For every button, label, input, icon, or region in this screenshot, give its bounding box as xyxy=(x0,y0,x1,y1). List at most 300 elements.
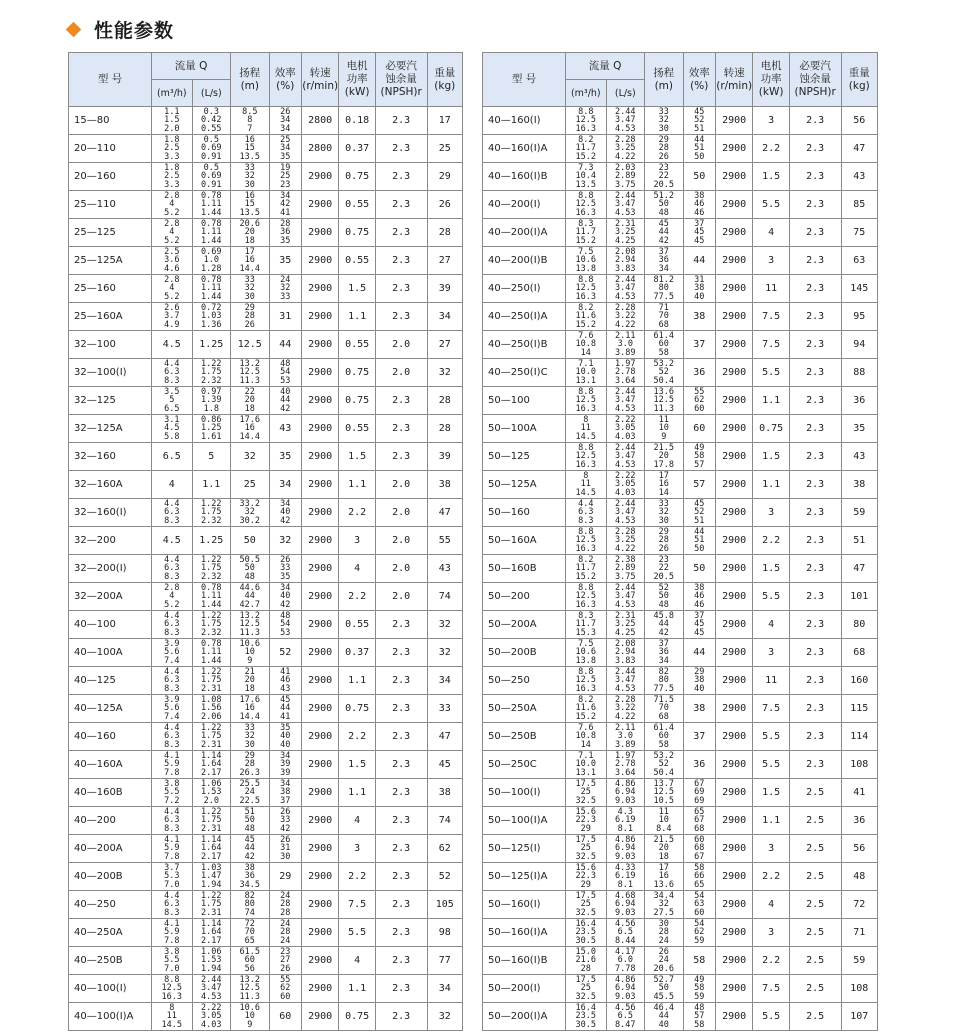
model-cell: 32—160A xyxy=(69,471,152,499)
flow-m3h-cell: 8 11 14.5 xyxy=(566,415,607,443)
npsh-cell: 2.3 xyxy=(789,219,841,247)
weight-cell: 41 xyxy=(841,779,878,807)
efficiency-cell: 48 54 53 xyxy=(269,359,301,387)
power-cell: 2.2 xyxy=(339,583,375,611)
col-efficiency: 效率 (%) xyxy=(683,53,715,107)
flow-ls-cell: 0.86 1.25 1.61 xyxy=(192,415,231,443)
flow-ls-cell: 2.44 3.47 4.53 xyxy=(606,667,645,695)
flow-m3h-cell: 4.4 6.3 8.3 xyxy=(152,611,193,639)
col-weight: 重量 (kg) xyxy=(427,53,463,107)
flow-ls-cell: 1.22 1.75 2.31 xyxy=(192,891,231,919)
power-cell: 11 xyxy=(753,667,789,695)
model-cell: 50—160(I)A xyxy=(483,919,566,947)
speed-cell: 2900 xyxy=(301,163,338,191)
model-cell: 40—250(I) xyxy=(483,275,566,303)
performance-table-right xyxy=(482,52,878,1031)
npsh-cell: 2.5 xyxy=(789,1003,841,1031)
npsh-cell: 2.3 xyxy=(789,555,841,583)
speed-cell: 2900 xyxy=(301,863,338,891)
flow-m3h-cell: 3.5 5 6.5 xyxy=(152,387,193,415)
table-row xyxy=(483,219,878,247)
flow-ls-cell: 1.22 1.75 2.32 xyxy=(192,555,231,583)
speed-cell: 2900 xyxy=(715,387,752,415)
flow-m3h-cell: 8 11 14.5 xyxy=(152,1003,193,1031)
head-cell: 10.6 10 9 xyxy=(231,1003,269,1031)
flow-m3h-cell: 8.3 11.7 15.2 xyxy=(566,219,607,247)
npsh-cell: 2.3 xyxy=(789,723,841,751)
speed-cell: 2900 xyxy=(715,975,752,1003)
head-cell: 21 20 18 xyxy=(231,667,269,695)
speed-cell: 2900 xyxy=(301,751,338,779)
head-cell: 12.5 xyxy=(231,331,269,359)
flow-m3h-cell: 8.8 12.5 16.3 xyxy=(566,191,607,219)
head-cell: 33.2 32 30.2 xyxy=(231,499,269,527)
npsh-cell: 2.3 xyxy=(375,387,427,415)
table-row xyxy=(69,499,463,527)
power-cell: 1.1 xyxy=(339,667,375,695)
head-cell: 45.8 44 42 xyxy=(645,611,683,639)
flow-ls-cell: 1.14 1.64 2.17 xyxy=(192,751,231,779)
efficiency-cell: 19 25 23 xyxy=(269,163,301,191)
weight-cell: 75 xyxy=(841,219,878,247)
speed-cell: 2900 xyxy=(301,639,338,667)
efficiency-cell: 67 69 69 xyxy=(683,779,715,807)
flow-m3h-cell: 8.8 12.5 16.3 xyxy=(566,443,607,471)
model-cell: 50—250B xyxy=(483,723,566,751)
table-row xyxy=(483,751,878,779)
flow-m3h-cell: 15.6 22.3 29 xyxy=(566,863,607,891)
flow-ls-cell: 1.25 xyxy=(192,331,231,359)
model-cell: 40—100(I)A xyxy=(69,1003,152,1031)
flow-ls-cell: 2.03 2.89 3.75 xyxy=(606,163,645,191)
npsh-cell: 2.5 xyxy=(789,779,841,807)
weight-cell: 56 xyxy=(841,107,878,135)
efficiency-cell: 23 27 26 xyxy=(269,947,301,975)
power-cell: 2.2 xyxy=(339,499,375,527)
model-cell: 50—125(I)A xyxy=(483,863,566,891)
table-row xyxy=(69,471,463,499)
npsh-cell: 2.3 xyxy=(789,135,841,163)
power-cell: 3 xyxy=(753,639,789,667)
col-weight: 重量 (kg) xyxy=(841,53,878,107)
weight-cell: 38 xyxy=(427,779,463,807)
flow-ls-cell: 4.86 6.94 9.03 xyxy=(606,779,645,807)
weight-cell: 74 xyxy=(427,583,463,611)
head-cell: 33 32 30 xyxy=(231,723,269,751)
efficiency-cell: 44 51 50 xyxy=(683,527,715,555)
flow-ls-cell: 4.56 6.5 8.47 xyxy=(606,1003,645,1031)
power-cell: 1.1 xyxy=(753,471,789,499)
speed-cell: 2900 xyxy=(715,471,752,499)
model-cell: 32—200A xyxy=(69,583,152,611)
table-row xyxy=(69,247,463,275)
efficiency-cell: 31 38 40 xyxy=(683,275,715,303)
power-cell: 2.2 xyxy=(753,863,789,891)
head-cell: 33 32 30 xyxy=(231,163,269,191)
efficiency-cell: 34 42 41 xyxy=(269,191,301,219)
flow-ls-cell: 2.08 2.94 3.83 xyxy=(606,247,645,275)
flow-m3h-cell: 4.4 6.3 8.3 xyxy=(152,723,193,751)
flow-m3h-cell: 3.9 5.6 7.4 xyxy=(152,639,193,667)
speed-cell: 2900 xyxy=(301,555,338,583)
model-cell: 50—200 xyxy=(483,583,566,611)
power-cell: 3 xyxy=(753,499,789,527)
npsh-cell: 2.3 xyxy=(375,779,427,807)
flow-m3h-cell: 1.1 1.5 2.0 xyxy=(152,107,193,135)
power-cell: 0.75 xyxy=(339,695,375,723)
speed-cell: 2900 xyxy=(715,527,752,555)
col-flow-m3h: (m³/h) xyxy=(566,80,607,107)
model-cell: 50—125A xyxy=(483,471,566,499)
flow-ls-cell: 1.22 1.75 2.31 xyxy=(192,723,231,751)
power-cell: 7.5 xyxy=(753,695,789,723)
flow-m3h-cell: 2.8 4 5.2 xyxy=(152,275,193,303)
speed-cell: 2900 xyxy=(301,331,338,359)
npsh-cell: 2.0 xyxy=(375,527,427,555)
model-cell: 40—160(I) xyxy=(483,107,566,135)
power-cell: 4 xyxy=(339,807,375,835)
head-cell: 13.2 12.5 11.3 xyxy=(231,611,269,639)
efficiency-cell: 24 32 33 xyxy=(269,275,301,303)
efficiency-cell: 49 58 59 xyxy=(683,975,715,1003)
model-cell: 25—125 xyxy=(69,219,152,247)
weight-cell: 43 xyxy=(427,555,463,583)
flow-ls-cell: 4.68 6.94 9.03 xyxy=(606,891,645,919)
npsh-cell: 2.3 xyxy=(375,863,427,891)
npsh-cell: 2.5 xyxy=(789,947,841,975)
power-cell: 1.1 xyxy=(339,303,375,331)
model-cell: 40—200(I)A xyxy=(483,219,566,247)
flow-m3h-cell: 4.4 6.3 8.3 xyxy=(152,667,193,695)
flow-m3h-cell: 2.8 4 5.2 xyxy=(152,583,193,611)
model-cell: 32—100 xyxy=(69,331,152,359)
flow-m3h-cell: 4.4 6.3 8.3 xyxy=(152,555,193,583)
speed-cell: 2900 xyxy=(715,107,752,135)
table-row xyxy=(483,947,878,975)
weight-cell: 32 xyxy=(427,639,463,667)
speed-cell: 2900 xyxy=(301,275,338,303)
weight-cell: 95 xyxy=(841,303,878,331)
flow-m3h-cell: 4.4 6.3 8.3 xyxy=(566,499,607,527)
model-cell: 32—200(I) xyxy=(69,555,152,583)
head-cell: 32 xyxy=(231,443,269,471)
flow-ls-cell: 4.33 6.19 8.1 xyxy=(606,863,645,891)
col-flow-ls: (L/s) xyxy=(606,80,645,107)
power-cell: 0.37 xyxy=(339,135,375,163)
npsh-cell: 2.3 xyxy=(375,1003,427,1031)
efficiency-cell: 44 xyxy=(269,331,301,359)
speed-cell: 2900 xyxy=(301,527,338,555)
speed-cell: 2900 xyxy=(715,611,752,639)
npsh-cell: 2.5 xyxy=(789,919,841,947)
speed-cell: 2900 xyxy=(301,723,338,751)
flow-ls-cell: 0.3 0.42 0.55 xyxy=(192,107,231,135)
weight-cell: 28 xyxy=(427,387,463,415)
head-cell: 33 32 30 xyxy=(645,499,683,527)
npsh-cell: 2.3 xyxy=(375,163,427,191)
speed-cell: 2900 xyxy=(715,807,752,835)
diamond-bullet-icon xyxy=(66,21,82,37)
table-row xyxy=(69,303,463,331)
flow-ls-cell: 2.44 3.47 4.53 xyxy=(192,975,231,1003)
power-cell: 1.5 xyxy=(753,555,789,583)
head-cell: 61.4 60 58 xyxy=(645,331,683,359)
weight-cell: 36 xyxy=(841,387,878,415)
efficiency-cell: 60 xyxy=(269,1003,301,1031)
head-cell: 71 70 68 xyxy=(645,303,683,331)
model-cell: 40—160(I)A xyxy=(483,135,566,163)
efficiency-cell: 45 52 51 xyxy=(683,107,715,135)
power-cell: 7.5 xyxy=(753,331,789,359)
flow-ls-cell: 5 xyxy=(192,443,231,471)
table-row xyxy=(483,471,878,499)
npsh-cell: 2.0 xyxy=(375,359,427,387)
efficiency-cell: 54 62 59 xyxy=(683,919,715,947)
npsh-cell: 2.3 xyxy=(375,891,427,919)
npsh-cell: 2.0 xyxy=(375,555,427,583)
speed-cell: 2900 xyxy=(715,583,752,611)
model-cell: 40—200A xyxy=(69,835,152,863)
efficiency-cell: 38 xyxy=(683,303,715,331)
flow-ls-cell: 0.78 1.11 1.44 xyxy=(192,583,231,611)
head-cell: 17 16 14 xyxy=(645,471,683,499)
table-row xyxy=(483,835,878,863)
power-cell: 2.2 xyxy=(753,947,789,975)
head-cell: 46.4 44 40 xyxy=(645,1003,683,1031)
speed-cell: 2900 xyxy=(301,611,338,639)
flow-m3h-cell: 7.1 10.0 13.1 xyxy=(566,359,607,387)
head-cell: 61.4 60 58 xyxy=(645,723,683,751)
model-cell: 40—125 xyxy=(69,667,152,695)
table-row xyxy=(69,107,463,135)
speed-cell: 2800 xyxy=(301,135,338,163)
table-row xyxy=(483,331,878,359)
weight-cell: 145 xyxy=(841,275,878,303)
power-cell: 0.55 xyxy=(339,415,375,443)
head-cell: 51.2 50 48 xyxy=(645,191,683,219)
speed-cell: 2900 xyxy=(715,667,752,695)
flow-m3h-cell: 2.8 4 5.2 xyxy=(152,219,193,247)
flow-m3h-cell: 8.8 12.5 16.3 xyxy=(566,667,607,695)
power-cell: 3 xyxy=(753,107,789,135)
flow-m3h-cell: 7.5 10.6 13.8 xyxy=(566,639,607,667)
table-row xyxy=(483,163,878,191)
npsh-cell: 2.3 xyxy=(789,443,841,471)
power-cell: 1.1 xyxy=(339,779,375,807)
npsh-cell: 2.3 xyxy=(375,975,427,1003)
model-cell: 40—100 xyxy=(69,611,152,639)
flow-m3h-cell: 4.1 5.9 7.8 xyxy=(152,835,193,863)
efficiency-cell: 36 xyxy=(683,359,715,387)
flow-m3h-cell: 2.5 3.6 4.6 xyxy=(152,247,193,275)
weight-cell: 38 xyxy=(841,471,878,499)
flow-ls-cell: 2.31 3.25 4.25 xyxy=(606,219,645,247)
npsh-cell: 2.3 xyxy=(789,359,841,387)
power-cell: 0.37 xyxy=(339,639,375,667)
speed-cell: 2900 xyxy=(301,191,338,219)
flow-m3h-cell: 8.8 12.5 16.3 xyxy=(566,583,607,611)
flow-ls-cell: 2.08 2.94 3.83 xyxy=(606,639,645,667)
npsh-cell: 2.3 xyxy=(789,107,841,135)
power-cell: 4 xyxy=(753,219,789,247)
flow-ls-cell: 2.28 3.25 4.22 xyxy=(606,527,645,555)
npsh-cell: 2.5 xyxy=(789,807,841,835)
head-cell: 45 44 42 xyxy=(645,219,683,247)
flow-ls-cell: 1.06 1.53 2.0 xyxy=(192,779,231,807)
flow-m3h-cell: 16.4 23.5 30.5 xyxy=(566,1003,607,1031)
efficiency-cell: 60 xyxy=(683,415,715,443)
weight-cell: 98 xyxy=(427,919,463,947)
flow-ls-cell: 2.11 3.0 3.89 xyxy=(606,723,645,751)
head-cell: 16 15 13.5 xyxy=(231,135,269,163)
model-cell: 32—160 xyxy=(69,443,152,471)
speed-cell: 2900 xyxy=(301,359,338,387)
weight-cell: 74 xyxy=(427,807,463,835)
efficiency-cell: 35 40 40 xyxy=(269,723,301,751)
flow-m3h-cell: 2.8 4 5.2 xyxy=(152,191,193,219)
table-row xyxy=(69,555,463,583)
model-cell: 32—200 xyxy=(69,527,152,555)
table-row xyxy=(483,359,878,387)
model-cell: 40—250 xyxy=(69,891,152,919)
performance-table-left xyxy=(68,52,463,1031)
efficiency-cell: 48 54 53 xyxy=(269,611,301,639)
power-cell: 5.5 xyxy=(753,751,789,779)
power-cell: 5.5 xyxy=(753,359,789,387)
speed-cell: 2900 xyxy=(715,835,752,863)
weight-cell: 160 xyxy=(841,667,878,695)
head-cell: 17.6 16 14.4 xyxy=(231,695,269,723)
table-row xyxy=(483,555,878,583)
model-cell: 20—160 xyxy=(69,163,152,191)
head-cell: 53.2 52 50.4 xyxy=(645,751,683,779)
npsh-cell: 2.5 xyxy=(789,863,841,891)
power-cell: 4 xyxy=(753,611,789,639)
speed-cell: 2900 xyxy=(715,135,752,163)
flow-ls-cell: 0.78 1.11 1.44 xyxy=(192,219,231,247)
efficiency-cell: 50 xyxy=(683,163,715,191)
model-cell: 50—100 xyxy=(483,387,566,415)
model-cell: 15—80 xyxy=(69,107,152,135)
flow-ls-cell: 0.69 1.0 1.28 xyxy=(192,247,231,275)
flow-ls-cell: 1.97 2.78 3.64 xyxy=(606,751,645,779)
model-cell: 50—200A xyxy=(483,611,566,639)
flow-m3h-cell: 4.5 xyxy=(152,331,193,359)
speed-cell: 2900 xyxy=(301,303,338,331)
npsh-cell: 2.3 xyxy=(375,135,427,163)
table-row xyxy=(69,191,463,219)
weight-cell: 35 xyxy=(841,415,878,443)
flow-m3h-cell: 15.0 21.6 28 xyxy=(566,947,607,975)
power-cell: 0.75 xyxy=(339,163,375,191)
flow-m3h-cell: 8.3 11.7 15.3 xyxy=(566,611,607,639)
table-row xyxy=(69,611,463,639)
npsh-cell: 2.3 xyxy=(375,667,427,695)
efficiency-cell: 37 45 45 xyxy=(683,219,715,247)
flow-ls-cell: 0.5 0.69 0.91 xyxy=(192,163,231,191)
table-row xyxy=(483,723,878,751)
table-row xyxy=(483,107,878,135)
table-row xyxy=(483,695,878,723)
npsh-cell: 2.3 xyxy=(789,275,841,303)
speed-cell: 2900 xyxy=(715,499,752,527)
flow-ls-cell: 2.31 3.25 4.25 xyxy=(606,611,645,639)
col-flow: 流量 Q xyxy=(152,53,231,80)
col-flow-m3h: (m³/h) xyxy=(152,80,193,107)
flow-m3h-cell: 4.1 5.9 7.8 xyxy=(152,751,193,779)
power-cell: 0.55 xyxy=(339,247,375,275)
flow-ls-cell: 1.14 1.64 2.17 xyxy=(192,919,231,947)
speed-cell: 2900 xyxy=(715,219,752,247)
flow-m3h-cell: 8.2 11.7 15.2 xyxy=(566,135,607,163)
power-cell: 3 xyxy=(753,247,789,275)
npsh-cell: 2.3 xyxy=(375,443,427,471)
npsh-cell: 2.3 xyxy=(789,247,841,275)
npsh-cell: 2.3 xyxy=(375,219,427,247)
speed-cell: 2900 xyxy=(301,947,338,975)
head-cell: 8.5 8 7 xyxy=(231,107,269,135)
efficiency-cell: 26 34 34 xyxy=(269,107,301,135)
flow-m3h-cell: 8.8 12.5 16.3 xyxy=(566,527,607,555)
power-cell: 0.75 xyxy=(339,387,375,415)
flow-m3h-cell: 7.3 10.4 13.5 xyxy=(566,163,607,191)
efficiency-cell: 34 40 42 xyxy=(269,583,301,611)
flow-ls-cell: 2.44 3.47 4.53 xyxy=(606,443,645,471)
flow-ls-cell: 1.22 1.75 2.31 xyxy=(192,807,231,835)
speed-cell: 2900 xyxy=(301,835,338,863)
head-cell: 17 16 13.6 xyxy=(645,863,683,891)
weight-cell: 39 xyxy=(427,275,463,303)
efficiency-cell: 58 66 65 xyxy=(683,863,715,891)
flow-ls-cell: 1.22 1.75 2.32 xyxy=(192,611,231,639)
speed-cell: 2900 xyxy=(715,947,752,975)
table-row xyxy=(483,443,878,471)
head-cell: 17.6 16 14.4 xyxy=(231,415,269,443)
model-cell: 40—250A xyxy=(69,919,152,947)
efficiency-cell: 35 xyxy=(269,443,301,471)
model-cell: 40—160 xyxy=(69,723,152,751)
model-cell: 25—125A xyxy=(69,247,152,275)
efficiency-cell: 55 62 60 xyxy=(683,387,715,415)
weight-cell: 68 xyxy=(841,639,878,667)
weight-cell: 105 xyxy=(427,891,463,919)
power-cell: 0.55 xyxy=(339,191,375,219)
power-cell: 1.1 xyxy=(753,807,789,835)
model-cell: 50—125 xyxy=(483,443,566,471)
flow-m3h-cell: 8.8 12.5 16.3 xyxy=(566,107,607,135)
flow-ls-cell: 1.22 1.75 2.31 xyxy=(192,667,231,695)
speed-cell: 2900 xyxy=(715,275,752,303)
speed-cell: 2900 xyxy=(301,891,338,919)
weight-cell: 28 xyxy=(427,415,463,443)
table-row xyxy=(69,751,463,779)
efficiency-cell: 34 xyxy=(269,471,301,499)
model-cell: 50—250 xyxy=(483,667,566,695)
speed-cell: 2900 xyxy=(715,695,752,723)
weight-cell: 29 xyxy=(427,163,463,191)
col-speed: 转速 (r/min) xyxy=(715,53,752,107)
flow-m3h-cell: 16.4 23.5 30.5 xyxy=(566,919,607,947)
speed-cell: 2900 xyxy=(301,415,338,443)
head-cell: 33 32 30 xyxy=(231,275,269,303)
table-row xyxy=(69,723,463,751)
weight-cell: 38 xyxy=(427,471,463,499)
head-cell: 50 xyxy=(231,527,269,555)
model-cell: 25—160A xyxy=(69,303,152,331)
power-cell: 3 xyxy=(339,527,375,555)
model-cell: 50—160A xyxy=(483,527,566,555)
col-flow-ls: (L/s) xyxy=(192,80,231,107)
